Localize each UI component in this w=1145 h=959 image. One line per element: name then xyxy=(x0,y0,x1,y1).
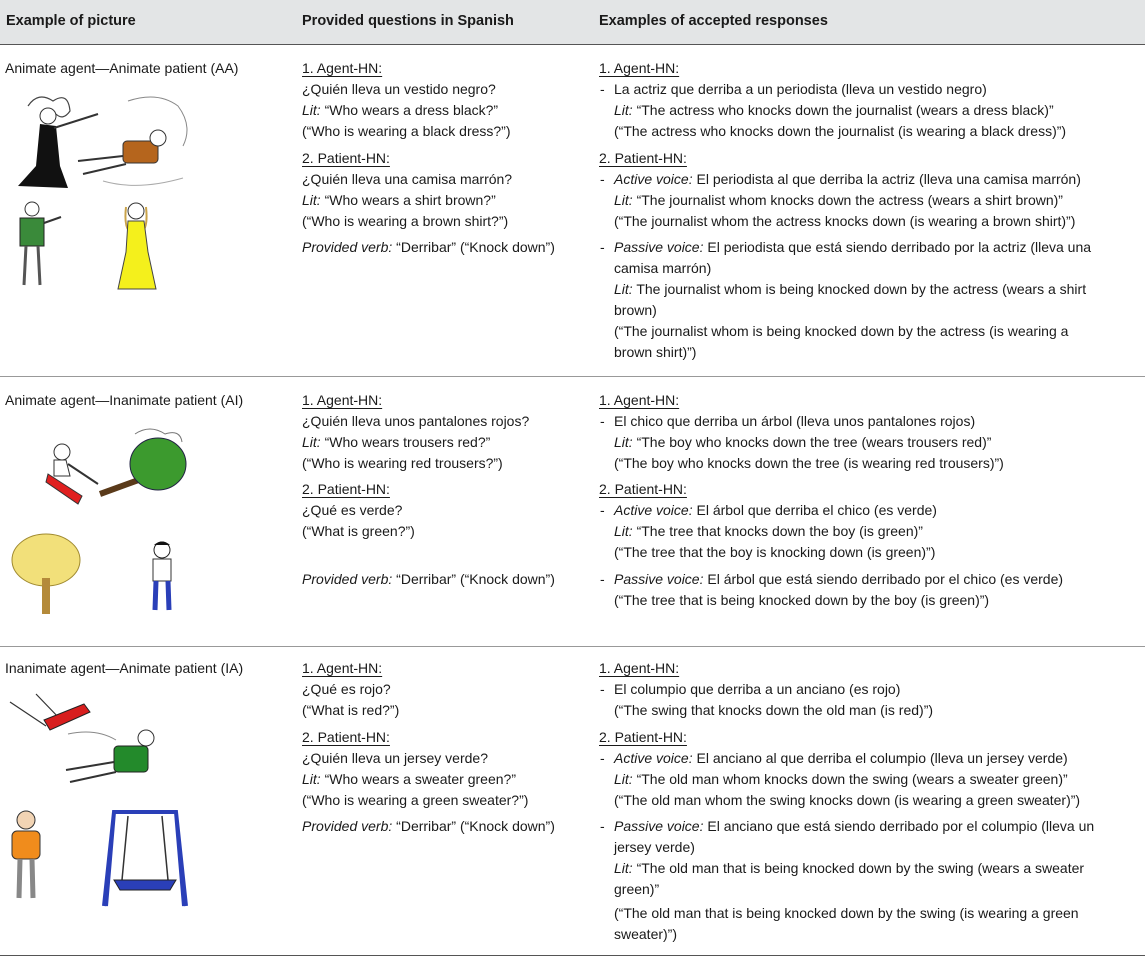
response-passive-cont: jersey verde) xyxy=(614,839,695,855)
response-passive: Passive voice: El árbol que está siendo derribado por el chico (es verde) xyxy=(614,571,1064,587)
bullet-dash: - xyxy=(600,750,605,766)
response-agent-head: 1. Agent-HN: xyxy=(599,60,680,76)
bullet-dash: - xyxy=(600,571,605,587)
response-agent: La actriz que derriba a un periodista (lleva un vestido negro) xyxy=(614,81,987,97)
question-agent-translation: (“Who is wearing a black dress?”) xyxy=(302,123,511,139)
question-agent-head: 1. Agent-HN: xyxy=(302,392,383,408)
question-agent-translation: (“Who is wearing red trousers?”) xyxy=(302,455,503,471)
row-label: Animate agent—Animate patient (AA) xyxy=(5,60,239,76)
ai-action-picture xyxy=(40,424,190,516)
response-agent: El chico que derriba un árbol (lleva unos pantalones rojos) xyxy=(614,413,976,429)
ia-old-man-picture xyxy=(4,808,48,904)
question-agent-head: 1. Agent-HN: xyxy=(302,660,383,676)
response-passive: Passive voice: El periodista que está siendo derribado por la actriz (lleva una xyxy=(614,239,1092,255)
row-divider xyxy=(0,646,1145,647)
question-patient-translation: (“Who is wearing a brown shirt?”) xyxy=(302,213,509,229)
bullet-dash: - xyxy=(600,239,605,255)
response-passive: Passive voice: El anciano que está siendo derribado por el columpio (lleva un xyxy=(614,818,1095,834)
response-active-translation: (“The old man whom the swing knocks down (is wearing a green sweater)”) xyxy=(614,792,1081,808)
response-patient-head: 2. Patient-HN: xyxy=(599,150,687,166)
response-active-translation: (“The journalist whom the actress knocks down (is wearing a brown shirt)”) xyxy=(614,213,1076,229)
header-col-responses: Examples of accepted responses xyxy=(599,13,828,29)
aa-actress-picture xyxy=(96,197,176,293)
provided-verb: Provided verb: “Derribar” (“Knock down”) xyxy=(302,571,555,587)
ia-swing-picture xyxy=(84,808,206,910)
response-active-lit: Lit: “The old man whom knocks down the swing (wears a sweater green)” xyxy=(614,771,1068,787)
response-active-lit: Lit: “The tree that knocks down the boy (is green)” xyxy=(614,523,923,539)
response-passive-lit: Lit: “The old man that is being knocked down by the swing (wears a sweater xyxy=(614,860,1085,876)
row-label: Inanimate agent—Animate patient (IA) xyxy=(5,660,244,676)
response-agent: El columpio que derriba a un anciano (es rojo) xyxy=(614,681,901,697)
response-agent-translation: (“The swing that knocks down the old man (is red)”) xyxy=(614,702,934,718)
question-agent-lit: Lit: “Who wears trousers red?” xyxy=(302,434,491,450)
row-label: Animate agent—Inanimate patient (AI) xyxy=(5,392,244,408)
response-active: Active voice: El árbol que derriba el chico (es verde) xyxy=(614,502,937,518)
table-bottom-rule xyxy=(0,955,1145,956)
response-agent-head: 1. Agent-HN: xyxy=(599,392,680,408)
provided-verb: Provided verb: “Derribar” (“Knock down”) xyxy=(302,239,555,255)
question-patient-head: 2. Patient-HN: xyxy=(302,150,390,166)
question-patient: ¿Quién lleva una camisa marrón? xyxy=(302,171,513,187)
ai-boy-picture xyxy=(140,540,186,616)
table-header xyxy=(0,0,1145,45)
bullet-dash: - xyxy=(600,171,605,187)
question-patient-lit: Lit: “Who wears a sweater green?” xyxy=(302,771,516,787)
response-active: Active voice: El anciano al que derriba el columpio (lleva un jersey verde) xyxy=(614,750,1068,766)
question-patient: ¿Quién lleva un jersey verde? xyxy=(302,750,488,766)
bullet-dash: - xyxy=(600,818,605,834)
response-passive-cont: camisa marrón) xyxy=(614,260,712,276)
question-agent-lit: Lit: “Who wears a dress black?” xyxy=(302,102,499,118)
question-agent-translation: (“What is red?”) xyxy=(302,702,400,718)
response-agent-translation: (“The boy who knocks down the tree (is wearing red trousers)”) xyxy=(614,455,1004,471)
response-agent-translation: (“The actress who knocks down the journalist (is wearing a black dress)”) xyxy=(614,123,1067,139)
question-patient-head: 2. Patient-HN: xyxy=(302,729,390,745)
question-patient-lit: Lit: “Who wears a shirt brown?” xyxy=(302,192,496,208)
response-patient-head: 2. Patient-HN: xyxy=(599,729,687,745)
provided-verb: Provided verb: “Derribar” (“Knock down”) xyxy=(302,818,555,834)
question-agent: ¿Quién lleva unos pantalones rojos? xyxy=(302,413,530,429)
question-patient: ¿Qué es verde? xyxy=(302,502,403,518)
response-active-lit: Lit: “The journalist whom knocks down the actress (wears a shirt brown)” xyxy=(614,192,1063,208)
bullet-dash: - xyxy=(600,81,605,97)
response-agent-head: 1. Agent-HN: xyxy=(599,660,680,676)
response-passive-translation-cont: brown shirt)”) xyxy=(614,344,697,360)
bullet-dash: - xyxy=(600,413,605,429)
aa-action-picture xyxy=(8,86,198,196)
response-passive-lit: Lit: The journalist whom is being knocked down by the actress (wears a shirt xyxy=(614,281,1087,297)
response-passive-lit-cont: green)” xyxy=(614,881,660,897)
response-passive-translation: (“The journalist whom is being knocked down by the actress (is wearing a xyxy=(614,323,1069,339)
header-col-picture: Example of picture xyxy=(6,13,136,29)
question-patient-head: 2. Patient-HN: xyxy=(302,481,390,497)
bullet-dash: - xyxy=(600,502,605,518)
response-passive-translation: (“The tree that is being knocked down by the boy (is green)”) xyxy=(614,592,990,608)
question-patient-translation: (“Who is wearing a green sweater?”) xyxy=(302,792,529,808)
response-agent-lit: Lit: “The actress who knocks down the journalist (wears a dress black)” xyxy=(614,102,1054,118)
response-active-translation: (“The tree that the boy is knocking down (is green)”) xyxy=(614,544,936,560)
response-agent-lit: Lit: “The boy who knocks down the tree (wears trousers red)” xyxy=(614,434,992,450)
response-active: Active voice: El periodista al que derriba la actriz (lleva una camisa marrón) xyxy=(614,171,1081,187)
row-divider xyxy=(0,376,1145,377)
bullet-dash: - xyxy=(600,681,605,697)
ia-action-picture xyxy=(6,690,178,794)
response-passive-translation: (“The old man that is being knocked down by the swing (is wearing a green xyxy=(614,905,1079,921)
question-agent: ¿Quién lleva un vestido negro? xyxy=(302,81,496,97)
response-passive-translation-cont: sweater)”) xyxy=(614,926,678,942)
header-col-questions: Provided questions in Spanish xyxy=(302,13,514,29)
question-agent-head: 1. Agent-HN: xyxy=(302,60,383,76)
question-agent: ¿Qué es rojo? xyxy=(302,681,391,697)
question-patient-translation: (“What is green?”) xyxy=(302,523,415,539)
ai-tree-picture xyxy=(6,530,88,618)
response-passive-lit-cont: brown) xyxy=(614,302,657,318)
response-patient-head: 2. Patient-HN: xyxy=(599,481,687,497)
aa-journalist-picture xyxy=(6,197,72,293)
